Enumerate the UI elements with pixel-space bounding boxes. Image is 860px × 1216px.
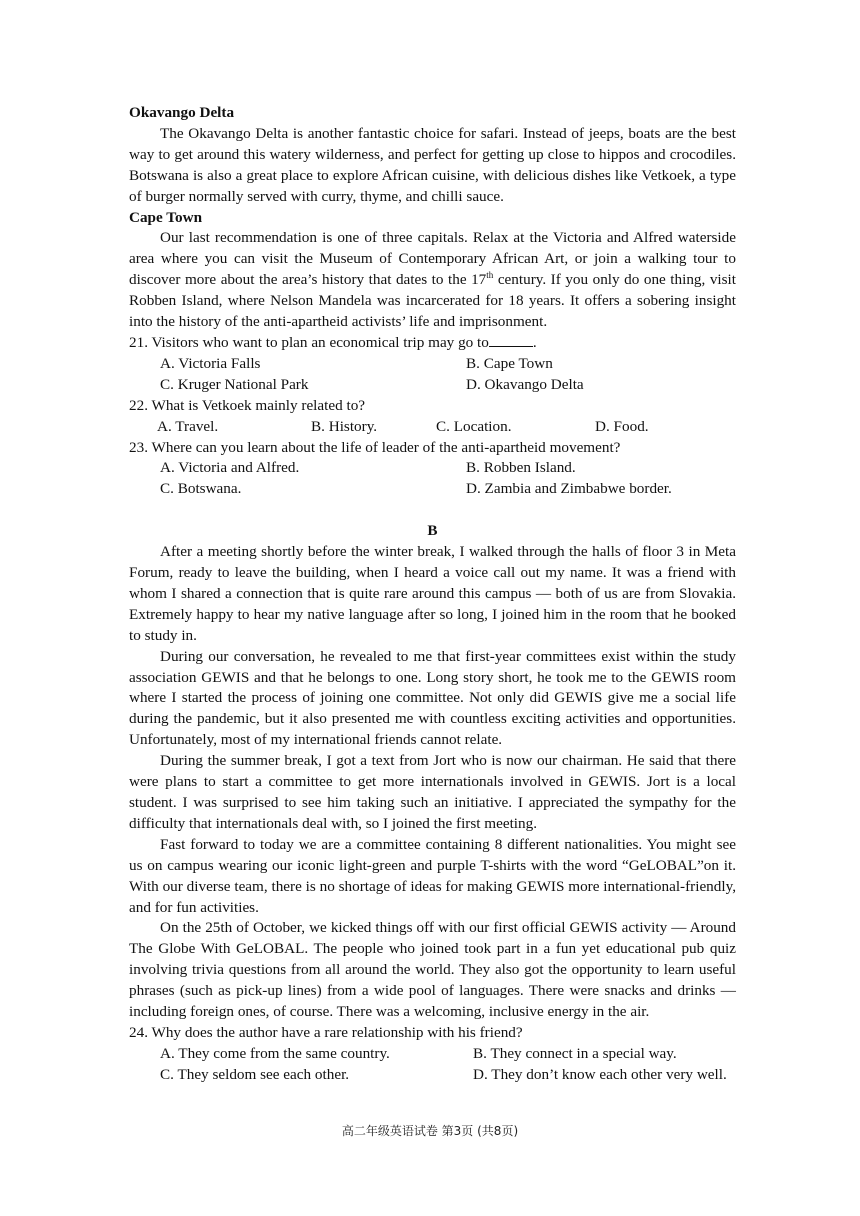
q23-option-b: B. Robben Island. <box>466 459 576 477</box>
okavango-heading: Okavango Delta <box>129 104 235 121</box>
q21-option-d: D. Okavango Delta <box>466 375 584 393</box>
q21-option-b: B. Cape Town <box>466 354 553 372</box>
section-b-paragraph-1: After a meeting shortly before the winter break, I walked through the halls of floor 3 in Meta Forum, ready to leave the building, when I heard a voice call out my name. It was a friend with whom I shared a connection that is quite rare around this campus — both of us are from Slovakia. Extremely happy to hear my native language after so long, I joined him in the room that he booked to study in. <box>129 543 736 644</box>
question-24: 24. Why does the author have a rare relationship with his friend? <box>129 1023 523 1041</box>
q23-option-c: C. Botswana. <box>160 480 242 498</box>
question-22: 22. What is Vetkoek mainly related to? <box>129 396 366 414</box>
section-b-paragraph-4: Fast forward to today we are a committee containing 8 different nationalities. You might see us on campus wearing our iconic light-green and purple T-shirts with the word “GeLOBAL”on it. With our diverse team, there is no shortage of ideas for making GEWIS more international-friendly, and for fun activities. <box>129 835 736 916</box>
q24-options-row-2 <box>129 1065 736 1086</box>
q24-option-a: A. They come from the same country. <box>160 1044 390 1062</box>
capetown-text-2: century. If you only do one thing, visit Robben Island, where Nelson Mandela was incarcerated for 18 years. It offers a sobering insight into the history of the anti-apartheid activists’ life and imprisonment. <box>129 271 736 331</box>
q22-option-b: B. History. <box>311 417 378 435</box>
q23-option-a: A. Victoria and Alfred. <box>160 459 300 477</box>
q21-options-row-1 <box>129 354 736 375</box>
q21-option-a: A. Victoria Falls <box>160 354 261 372</box>
section-b-paragraph-2: During our conversation, he revealed to me that first-year committees exist within the study association GEWIS and that he belongs to one. Long story short, he took me to the GEWIS room where I started the process of joining one committee. Not only did GEWIS give me a social life during the pandemic, but it also presented me with countless exciting activities and opportunities. Unfortunately, most of my international friends cannot relate. <box>129 647 736 749</box>
section-b-paragraph-5: On the 25th of October, we kicked things off with our first official GEWIS activity — Around The Globe With GeLOBAL. The people who joined took part in a fun yet educational pub quiz involving trivia questions from all around the world. They also got the opportunity to learn useful phrases (such as pick-up lines) from a wide pool of languages. There were snacks and drinks — including foreign ones, of course. There was a welcoming, inclusive energy in the air. <box>129 919 736 1021</box>
q21-end: . <box>532 333 537 351</box>
q24-option-d: D. They don’t know each other very well. <box>473 1065 727 1083</box>
question-23: 23. Where can you learn about the life of leader of the anti-apartheid movement? <box>129 438 621 456</box>
q22-option-a: A. Travel. <box>157 417 219 435</box>
page-footer: 高二年级英语试卷 第3页 (共8页) <box>341 1124 519 1138</box>
section-b-paragraph-3: During the summer break, I got a text from Jort who is now our chairman. He said that there were plans to start a committee to get more internationals involved in GEWIS. Jort is a local student. I was surprised to see him taking such an initiative. I appreciated the sympathy for the difficulty that internationals deal with, so I joined the first meeting. <box>129 752 736 832</box>
q21-options-row-2 <box>129 375 736 396</box>
q21-option-c: C. Kruger National Park <box>160 375 309 393</box>
capetown-superscript: th <box>486 270 494 281</box>
capetown-paragraph <box>129 228 736 333</box>
capetown-text-1: Our last recommendation is one of three capitals. Relax at the Victoria and Alfred waterside area where you can visit the Museum of Contemporary African Art, or join a walking tour to discover more about the area’s history that dates to the 17 <box>129 229 736 289</box>
q23-options-row-2 <box>129 479 736 500</box>
q22-option-d: D. Food. <box>595 417 649 435</box>
q24-option-b: B. They connect in a special way. <box>473 1044 677 1062</box>
q23-options-row-1 <box>129 458 736 479</box>
question-21 <box>129 333 736 354</box>
okavango-paragraph: The Okavango Delta is another fantastic choice for safari. Instead of jeeps, boats are the best way to get around this watery wilderness, and perfect for getting up close to hippos and crocodiles. Botswana is also a great place to explore African cuisine, with delicious dishes like Vetkoek, a type of burger normally served with curry, thyme, and chilli sauce. <box>129 124 736 205</box>
answer-blank <box>489 334 533 347</box>
capetown-heading: Cape Town <box>129 208 203 226</box>
q22-option-c: C. Location. <box>436 417 512 435</box>
q23-option-d: D. Zambia and Zimbabwe border. <box>466 480 672 498</box>
section-b-title: B <box>427 522 438 540</box>
q24-option-c: C. They seldom see each other. <box>160 1065 350 1083</box>
q24-options-row-1 <box>129 1044 736 1065</box>
q22-options-row <box>129 417 736 438</box>
exam-page <box>129 103 736 1086</box>
q21-stem: 21. Visitors who want to plan an economical trip may go to <box>129 333 489 351</box>
